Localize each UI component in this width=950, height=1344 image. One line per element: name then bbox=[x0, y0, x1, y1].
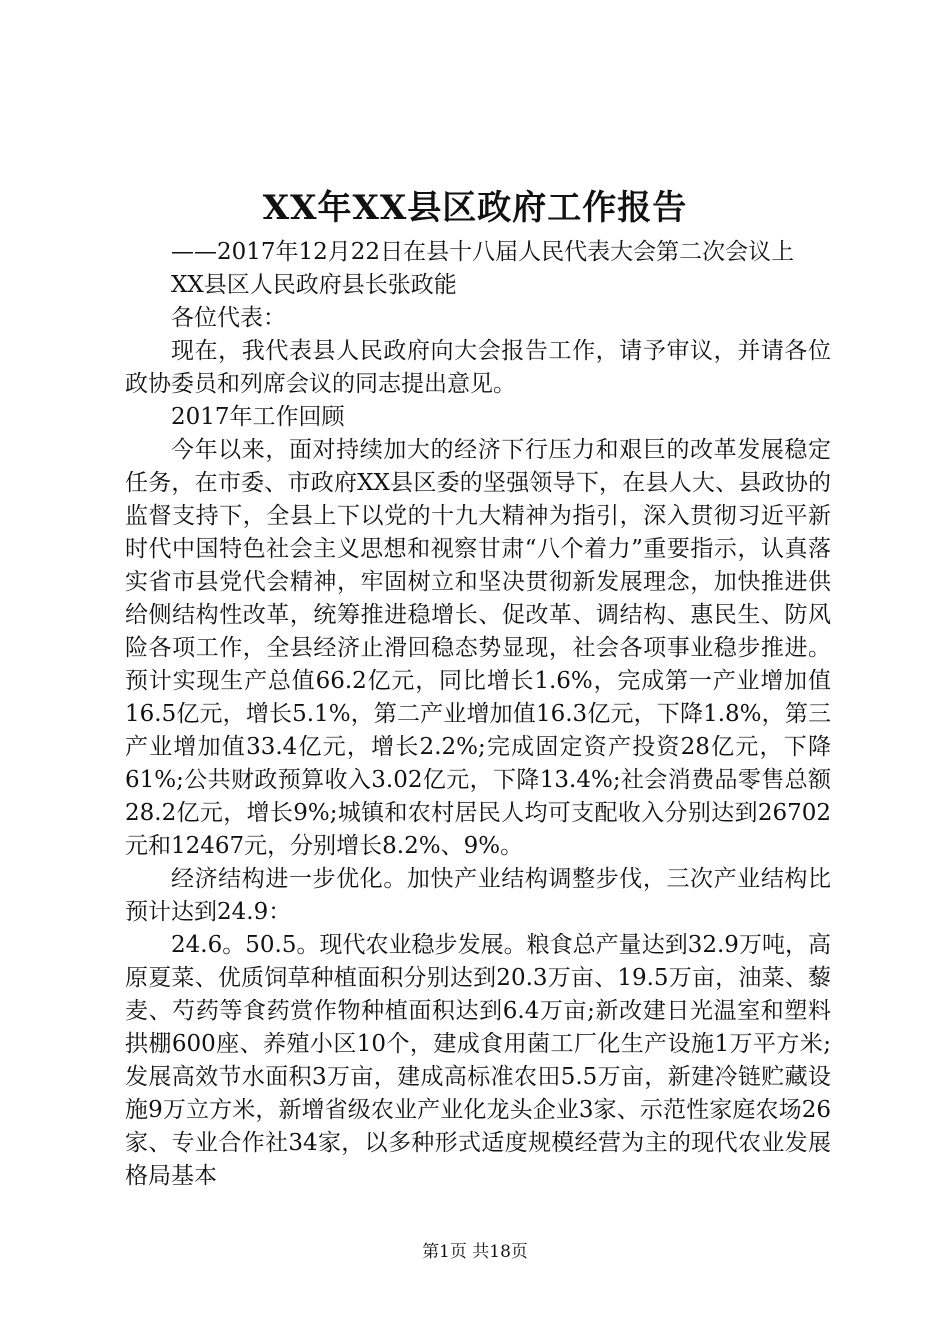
intro-paragraph: 现在，我代表县人民政府向大会报告工作，请予审议，并请各位政协委员和列席会议的同志提出意见。 bbox=[125, 338, 831, 397]
body-paragraph: 24.6。50.5。现代农业稳步发展。粮食总产量达到32.9万吨，高原夏菜、优质饲草种植面积分别达到20.3万亩、19.5万亩，油菜、藜麦、芍药等食药赏作物种植面积达到6.4万亩;新改建日光温室和塑料拱棚600座、养殖小区10个，建成食用菌工厂化生产设施1万平方米;发展高效节水面积3万亩，建成高标准农田5.5万亩，新建冷链贮藏设施9万立方米，新增省级农业产业化龙头企业3家、示范性家庭农场26家、专业合作社34家，以多种形式适度规模经营为主的现代农业发展格局基本 bbox=[125, 932, 831, 1189]
body-paragraph: 经济结构进一步优化。加快产业结构调整步伐，三次产业结构比预计达到24.9： bbox=[125, 866, 831, 925]
document-body bbox=[125, 236, 831, 1193]
body-paragraph: 今年以来，面对持续加大的经济下行压力和艰巨的改革发展稳定任务，在市委、市政府XX县区委的坚强领导下，在县人大、县政协的监督支持下，全县上下以党的十九大精神为指引，深入贯彻习近平新时代中国特色社会主义思想和视察甘肃“八个着力”重要指示，认真落实省市县党代会精神，牢固树立和坚决贯彻新发展理念，加快推进供给侧结构性改革，统筹推进稳增长、促改革、调结构、惠民生、防风险各项工作，全县经济止滑回稳态势显现，社会各项事业稳步推进。预计实现生产总值66.2亿元，同比增长1.6%，完成第一产业增加值16.5亿元，增长5.1%，第二产业增加值16.3亿元，下降1.8%，第三产业增加值33.4亿元，增长2.2%;完成固定资产投资28亿元，下降61%;公共财政预算收入3.02亿元，下降13.4%;社会消费品零售总额28.2亿元，增长9%;城镇和农村居民人均可支配收入分别达到26702元和12467元，分别增长8.2%、9%。 bbox=[125, 437, 831, 859]
author-line: XX县区人民政府县长张政能 bbox=[171, 272, 457, 298]
subtitle-line: ——2017年12月22日在县十八届人民代表大会第二次会议上 bbox=[171, 239, 795, 265]
salutation: 各位代表： bbox=[171, 305, 286, 331]
section-heading: 2017年工作回顾 bbox=[171, 404, 345, 430]
document-title: XX年XX县区政府工作报告 bbox=[262, 188, 688, 228]
page-footer: 第1页 共18页 bbox=[422, 1242, 528, 1262]
